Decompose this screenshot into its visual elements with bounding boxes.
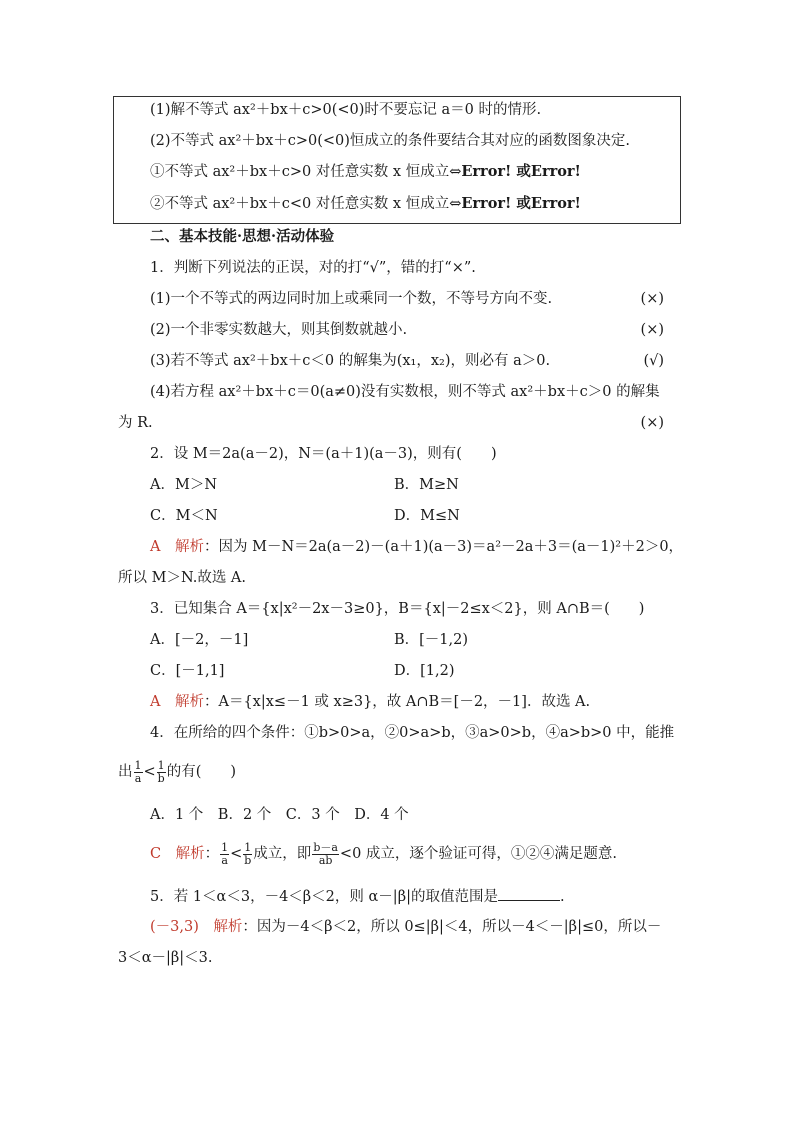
q5-stem-end: . bbox=[559, 889, 565, 905]
box-line-4 bbox=[150, 194, 581, 214]
box-line-3-error: Error! 或Error! bbox=[461, 163, 581, 180]
q4-fraction-1-over-a bbox=[134, 760, 143, 785]
q4-solution-fraction-bma-over-ab bbox=[312, 842, 339, 867]
q1-answer-2: (×) bbox=[640, 322, 664, 338]
q5-solution-text: ：因为－4＜β＜2，所以 0≤|β|＜4，所以－4＜－|β|≤0，所以－ bbox=[242, 919, 662, 935]
q4-solution bbox=[150, 840, 617, 868]
q4-solution-mid: 成立，即 bbox=[253, 846, 312, 862]
box-line-1: (1)解不等式 ax²＋bx＋c>0(<0)时不要忘记 a＝0 时的情形. bbox=[150, 102, 542, 118]
q4-fraction-numerator: 1 bbox=[134, 758, 142, 772]
q4-solution-post: <0 成立，逐个验证可得，①②④满足题意. bbox=[339, 846, 618, 862]
box-line-4-text: ②不等式 ax²＋bx＋c<0 对任意实数 x 恒成立⇔ bbox=[150, 196, 462, 212]
q3-answer: A bbox=[150, 694, 161, 710]
box-line-2: (2)不等式 ax²＋bx＋c>0(<0)恒成立的条件要结合其对应的函数图象决定. bbox=[150, 133, 631, 149]
q3-option-b: B．[－1,2) bbox=[394, 632, 469, 648]
q4-fraction-denominator: a bbox=[221, 853, 228, 867]
q4-fraction-numerator: 1 bbox=[244, 840, 252, 854]
q2-solution-1 bbox=[150, 537, 683, 557]
section-title: 二、基本技能·思想·活动体验 bbox=[150, 228, 335, 245]
q1-answer-1: (×) bbox=[640, 291, 664, 307]
q4-fraction-denominator: a bbox=[134, 771, 142, 785]
q5-answer: (－3,3) bbox=[150, 919, 199, 935]
q4-fraction-numerator: 1 bbox=[221, 840, 229, 854]
q4-fraction-1-over-b bbox=[157, 760, 166, 785]
q4-less-than: < bbox=[143, 764, 156, 780]
q3-solution-label: 解析 bbox=[174, 694, 204, 710]
q3-solution bbox=[150, 692, 590, 712]
q4-fraction-denominator: b bbox=[244, 853, 252, 867]
q2-solution-label: 解析 bbox=[174, 539, 204, 555]
q4-fraction-numerator: 1 bbox=[157, 758, 165, 772]
q4-solution-fraction-1-over-a bbox=[220, 842, 229, 867]
q4-solution-fraction-1-over-b bbox=[243, 842, 252, 867]
q5-answer-blank bbox=[498, 886, 560, 901]
q5-stem-text: 5．若 1＜α＜3，－4＜β＜2，则 α－|β|的取值范围是 bbox=[150, 889, 498, 905]
q2-option-c: C．M＜N bbox=[150, 508, 218, 524]
q4-solution-less-than: < bbox=[230, 846, 243, 862]
q1-item-1: (1)一个不等式的两边同时加上或乘同一个数，不等号方向不变. bbox=[150, 291, 553, 307]
q4-stem-2-post: 的有( ) bbox=[166, 764, 237, 780]
q1-answer-4: (×) bbox=[640, 415, 664, 431]
q3-option-a: A．[－2，－1] bbox=[150, 632, 249, 648]
q1-item-3: (3)若不等式 ax²＋bx＋c＜0 的解集为(x₁，x₂)，则必有 a＞0. bbox=[150, 353, 551, 369]
box-line-4-error: Error! 或Error! bbox=[461, 195, 581, 212]
q4-fraction-numerator: b－a bbox=[313, 840, 338, 854]
q5-solution-1 bbox=[150, 917, 661, 937]
q4-fraction-denominator: ab bbox=[318, 853, 333, 867]
q2-solution-text: ：因为 M－N＝2a(a－2)－(a＋1)(a－3)＝a²－2a＋3＝(a－1)²＋2＞0， bbox=[203, 539, 684, 555]
q2-solution-2: 所以 M＞N.故选 A. bbox=[118, 570, 247, 586]
q4-stem-2-pre: 出 bbox=[118, 764, 133, 780]
q1-item-2: (2)一个非零实数越大，则其倒数就越小. bbox=[150, 322, 408, 338]
q1-answer-3: (√) bbox=[643, 353, 664, 369]
q5-solution-2: 3＜α－|β|＜3. bbox=[118, 950, 213, 966]
q5-stem bbox=[150, 886, 565, 907]
q4-fraction-denominator: b bbox=[157, 771, 165, 785]
q2-option-d: D．M≤N bbox=[394, 508, 460, 524]
q3-option-d: D．[1,2) bbox=[394, 663, 455, 679]
q4-stem-2 bbox=[118, 758, 236, 786]
q2-option-a: A．M＞N bbox=[150, 477, 218, 493]
q4-answer: C bbox=[150, 846, 162, 862]
box-line-3-text: ①不等式 ax²＋bx＋c>0 对任意实数 x 恒成立⇔ bbox=[150, 164, 462, 180]
q2-stem: 2．设 M＝2a(a－2)，N＝(a＋1)(a－3)，则有( ) bbox=[150, 446, 497, 462]
q4-solution-pre: ： bbox=[204, 846, 220, 862]
q3-solution-text: ：A＝{x|x≤－1 或 x≥3}，故 A∩B＝[－2，－1]．故选 A. bbox=[203, 694, 591, 710]
q4-stem: 4．在所给的四个条件：①b>0>a，②0>a>b，③a>0>b，④a>b>0 中，能推 bbox=[150, 725, 675, 741]
q1-stem: 1．判断下列说法的正误，对的打“√”，错的打“×”. bbox=[150, 260, 476, 276]
q4-solution-label: 解析 bbox=[175, 846, 205, 862]
q1-item-4a: (4)若方程 ax²＋bx＋c＝0(a≠0)没有实数根，则不等式 ax²＋bx＋c＞0 的解集 bbox=[150, 384, 660, 400]
q2-answer: A bbox=[150, 539, 161, 555]
q2-option-b: B．M≥N bbox=[394, 477, 459, 493]
q3-stem: 3．已知集合 A＝{x|x²－2x－3≥0}，B＝{x|－2≤x＜2}，则 A∩B＝( ) bbox=[150, 601, 645, 617]
box-line-3 bbox=[150, 162, 581, 182]
q3-option-c: C．[－1,1] bbox=[150, 663, 225, 679]
q4-options: A．1 个 B．2 个 C．3 个 D．4 个 bbox=[150, 807, 409, 823]
q1-item-4b: 为 R. bbox=[118, 415, 153, 431]
q5-solution-label: 解析 bbox=[213, 919, 243, 935]
